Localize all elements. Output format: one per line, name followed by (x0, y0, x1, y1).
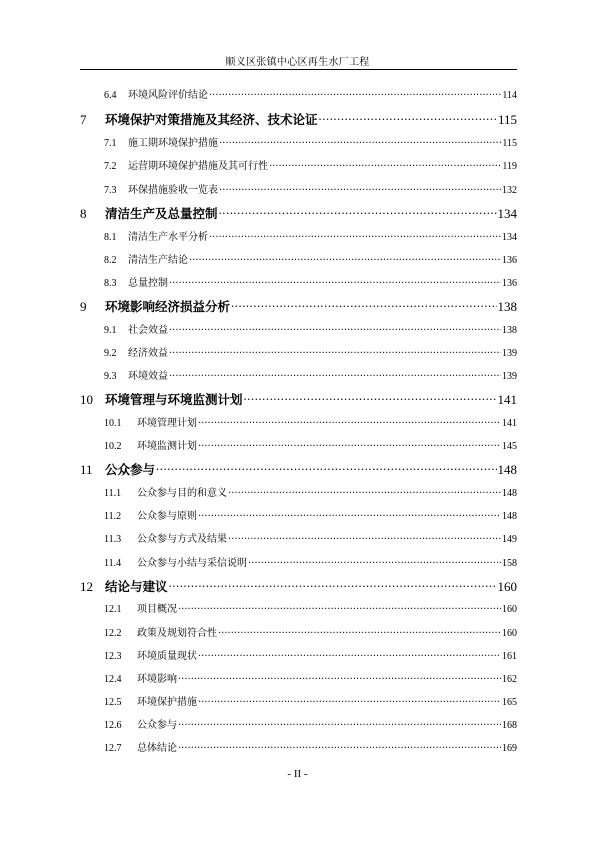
toc-entry-title: 项目概况 (137, 604, 177, 615)
toc-entry-title: 环境管理与环境监测计划 (105, 392, 243, 407)
toc-dot-leader (231, 299, 496, 312)
toc-section-entry[interactable] (104, 181, 517, 196)
toc-entry-page: 141 (502, 418, 517, 429)
toc-entry-title: 环境影响经济损益分析 (105, 299, 231, 314)
toc-section-entry[interactable] (104, 367, 517, 382)
toc-entry-title: 环境风险评价结论 (128, 90, 208, 101)
toc-section-entry[interactable] (104, 134, 517, 149)
toc-entry-title: 施工期环境保护措施 (128, 138, 218, 149)
toc-entry-title: 公众参与小结与采信说明 (137, 558, 247, 569)
toc-dot-leader (198, 439, 501, 449)
toc-entry-title: 清洁生产水平分析 (128, 232, 208, 243)
toc-dot-leader (169, 346, 501, 356)
toc-entry-page: 160 (502, 628, 517, 639)
toc-entry-number: 12.5 (104, 697, 122, 708)
toc-entry-number: 8 (80, 206, 87, 221)
toc-entry-title: 公众参与 (105, 462, 156, 477)
toc-chapter-entry[interactable] (80, 110, 517, 128)
toc-entry-number: 9 (80, 299, 87, 314)
toc-entry-page: 134 (502, 232, 517, 243)
toc-entry-title: 环境保护对策措施及其经济、技术论证 (105, 112, 318, 127)
toc-entry-number: 12 (80, 579, 93, 594)
toc-entry-page: 139 (502, 371, 517, 382)
toc-chapter-entry[interactable] (80, 390, 517, 408)
toc-entry-title: 环境影响 (137, 674, 177, 685)
toc-entry-page: 145 (502, 441, 517, 452)
toc-entry-number: 11.1 (104, 488, 122, 499)
toc-entry-page: 160 (502, 604, 517, 615)
toc-entry-page: 141 (497, 392, 517, 407)
toc-dot-leader (244, 392, 497, 405)
toc-section-entry[interactable] (104, 228, 517, 243)
toc-entry-page: 136 (502, 278, 517, 289)
toc-section-entry[interactable] (104, 321, 517, 336)
toc-dot-leader (198, 416, 501, 426)
toc-entry-title: 环境效益 (128, 371, 168, 382)
toc-entry-number: 12.4 (104, 674, 122, 685)
toc-dot-leader (189, 253, 501, 263)
header-rule (80, 69, 517, 70)
toc-section-entry[interactable] (104, 484, 517, 499)
toc-entry-title: 清洁生产结论 (128, 255, 188, 266)
toc-section-entry[interactable] (104, 693, 517, 708)
toc-entry-title: 环境监测计划 (137, 441, 197, 452)
toc-chapter-entry[interactable] (80, 297, 517, 315)
toc-entry-number: 12.3 (104, 651, 122, 662)
toc-dot-leader (178, 741, 501, 751)
toc-entry-page: 134 (497, 206, 517, 221)
toc-entry-number: 10.2 (104, 441, 122, 452)
toc-entry-page: 115 (502, 138, 517, 149)
toc-entry-page: 149 (502, 534, 517, 545)
toc-entry-title: 社会效益 (128, 325, 168, 336)
toc-entry-page: 161 (502, 651, 517, 662)
toc-entry-number: 11.3 (104, 534, 122, 545)
toc-section-entry[interactable] (104, 530, 517, 545)
toc-dot-leader (198, 509, 501, 519)
toc-dot-leader (269, 159, 501, 169)
toc-section-entry[interactable] (104, 624, 517, 639)
toc-section-entry[interactable] (104, 507, 517, 522)
toc-entry-number: 7.3 (104, 185, 117, 196)
toc-entry-number: 10 (80, 392, 93, 407)
toc-dot-leader (198, 695, 501, 705)
toc-entry-number: 11.2 (104, 511, 122, 522)
toc-dot-leader (219, 206, 497, 219)
toc-entry-title: 政策及规划符合性 (137, 628, 217, 639)
toc-entry-number: 6.4 (104, 90, 117, 101)
toc-section-entry[interactable] (104, 86, 517, 101)
toc-entry-number: 10.1 (104, 418, 122, 429)
toc-section-entry[interactable] (104, 344, 517, 359)
toc-entry-number: 7 (80, 112, 87, 127)
toc-dot-leader (156, 462, 496, 475)
toc-entry-page: 168 (502, 720, 517, 731)
toc-section-entry[interactable] (104, 437, 517, 452)
toc-entry-title: 环境质量现状 (137, 651, 197, 662)
toc-section-entry[interactable] (104, 274, 517, 289)
toc-entry-number: 9.1 (104, 325, 117, 336)
toc-entry-page: 132 (502, 185, 517, 196)
toc-entry-number: 11 (80, 462, 93, 477)
toc-entry-number: 12.7 (104, 743, 122, 754)
toc-chapter-entry[interactable] (80, 460, 517, 478)
toc-section-entry[interactable] (104, 157, 517, 172)
toc-entry-number: 9.2 (104, 348, 117, 359)
toc-section-entry[interactable] (104, 647, 517, 662)
toc-entry-title: 公众参与方式及结果 (137, 534, 227, 545)
toc-entry-title: 环境保护措施 (137, 697, 197, 708)
toc-section-entry[interactable] (104, 600, 517, 615)
toc-entry-page: 115 (497, 112, 517, 127)
toc-entry-number: 12.2 (104, 628, 122, 639)
toc-section-entry[interactable] (104, 739, 517, 754)
toc-entry-title: 总体结论 (137, 743, 177, 754)
toc-entry-number: 9.3 (104, 371, 117, 382)
toc-dot-leader (219, 183, 501, 193)
toc-entry-title: 总量控制 (128, 278, 168, 289)
page-header-title: 顺义区张镇中心区再生水厂工程 (225, 57, 370, 68)
toc-entry-title: 公众参与 (137, 720, 177, 731)
toc-dot-leader (218, 626, 501, 636)
toc-entry-page: 148 (497, 462, 517, 477)
toc-dot-leader (209, 230, 501, 240)
toc-dot-leader (169, 579, 497, 592)
toc-entry-title: 环保措施验收一览表 (128, 185, 218, 196)
toc-chapter-entry[interactable] (80, 204, 517, 222)
toc-entry-number: 12.6 (104, 720, 122, 731)
toc-entry-number: 8.3 (104, 278, 117, 289)
toc-entry-title: 环境管理计划 (137, 418, 197, 429)
toc-section-entry[interactable] (104, 251, 517, 266)
toc-dot-leader (228, 486, 501, 496)
toc-dot-leader (228, 532, 501, 542)
toc-entry-page: 136 (502, 255, 517, 266)
toc-dot-leader (219, 136, 501, 146)
toc-entry-title: 清洁生产及总量控制 (105, 206, 218, 221)
toc-dot-leader (169, 369, 501, 379)
toc-section-entry[interactable] (104, 670, 517, 685)
toc-dot-leader (319, 112, 497, 125)
toc-section-entry[interactable] (104, 414, 517, 429)
toc-dot-leader (198, 649, 501, 659)
toc-entry-title: 运营期环境保护措施及其可行性 (128, 161, 268, 172)
toc-dot-leader (169, 276, 501, 286)
toc-entry-number: 7.1 (104, 138, 117, 149)
toc-dot-leader (178, 672, 501, 682)
toc-entry-page: 138 (502, 325, 517, 336)
toc-entry-page: 119 (502, 161, 517, 172)
page-number: - II - (287, 768, 308, 780)
toc-entry-page: 162 (502, 674, 517, 685)
toc-entry-title: 结论与建议 (105, 579, 168, 594)
toc-entry-page: 148 (502, 488, 517, 499)
toc-entry-title: 公众参与原则 (137, 511, 197, 522)
toc-entry-page: 158 (502, 558, 517, 569)
toc-entry-title: 经济效益 (128, 348, 168, 359)
toc-dot-leader (169, 323, 501, 333)
toc-dot-leader (178, 718, 501, 728)
toc-entry-page: 165 (502, 697, 517, 708)
toc-entry-number: 11.4 (104, 558, 122, 569)
toc-section-entry[interactable] (104, 716, 517, 731)
toc-dot-leader (178, 602, 501, 612)
toc-entry-page: 114 (502, 90, 517, 101)
toc-dot-leader (209, 88, 501, 98)
toc-dot-leader (248, 556, 501, 566)
toc-chapter-entry[interactable] (80, 577, 517, 595)
toc-section-entry[interactable] (104, 554, 517, 569)
toc-entry-number: 8.1 (104, 232, 117, 243)
toc-entry-page: 148 (502, 511, 517, 522)
toc-entry-page: 160 (497, 579, 517, 594)
toc-entry-page: 139 (502, 348, 517, 359)
toc-entry-number: 8.2 (104, 255, 117, 266)
toc-entry-page: 138 (497, 299, 517, 314)
toc-entry-number: 7.2 (104, 161, 117, 172)
toc-entry-page: 169 (502, 743, 517, 754)
toc-entry-title: 公众参与目的和意义 (137, 488, 227, 499)
toc-entry-number: 12.1 (104, 604, 122, 615)
